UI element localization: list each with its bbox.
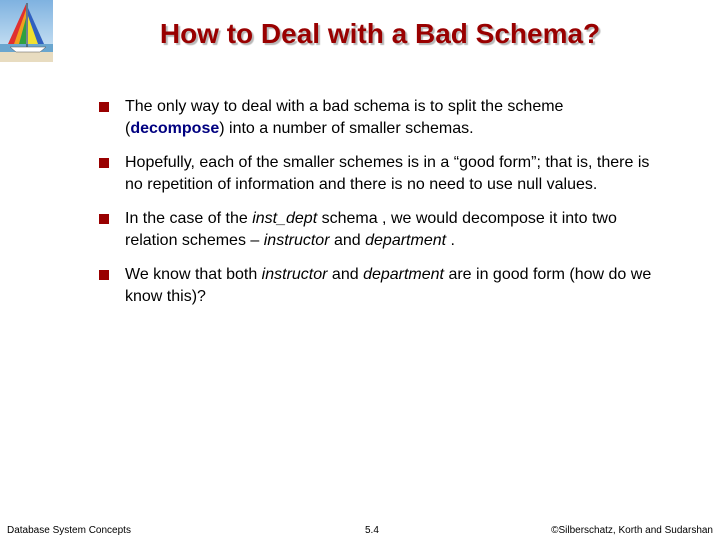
bullet-text: are in good form (how do we know this)? — [125, 266, 652, 305]
square-bullet-icon — [99, 158, 109, 168]
bullet-item — [97, 208, 657, 252]
bullet-text: and — [327, 266, 364, 283]
bullet-item — [97, 152, 657, 196]
schema-name-inst-dept: inst_dept — [252, 210, 318, 227]
bullet-text: . — [446, 232, 455, 249]
footer-copyright: ©Silberschatz, Korth and Sudarshan — [551, 525, 713, 536]
square-bullet-icon — [99, 270, 109, 280]
schema-name-department: department — [365, 232, 447, 249]
square-bullet-icon — [99, 214, 109, 224]
bullet-text: Hopefully, each of the smaller schemes is in a “good form”; that is, there is no repetition of information and there is no need to use null values. — [125, 154, 650, 193]
bullet-item — [97, 264, 657, 308]
bullet-list — [97, 96, 657, 320]
footer-book-title: Database System Concepts — [7, 525, 131, 536]
footer-page-number: 5.4 — [365, 525, 379, 536]
schema-name-instructor: instructor — [263, 232, 330, 249]
slide-title: How to Deal with a Bad Schema? — [159, 18, 601, 49]
bullet-text: schema , we would decompose it into two relation schemes – — [125, 210, 617, 249]
bullet-text: The only way to deal with a bad schema is to split the scheme ( — [125, 98, 564, 137]
schema-name-department: department — [363, 266, 444, 283]
bullet-text: ) into a number of smaller schemas. — [219, 120, 474, 137]
bullet-text: We know that both — [125, 266, 262, 283]
square-bullet-icon — [99, 102, 109, 112]
schema-name-instructor: instructor — [261, 266, 328, 283]
bullet-text: In the case of the — [125, 210, 253, 227]
bullet-item — [97, 96, 657, 140]
keyword-decompose: decompose — [130, 120, 220, 137]
bullet-text: and — [329, 232, 366, 249]
